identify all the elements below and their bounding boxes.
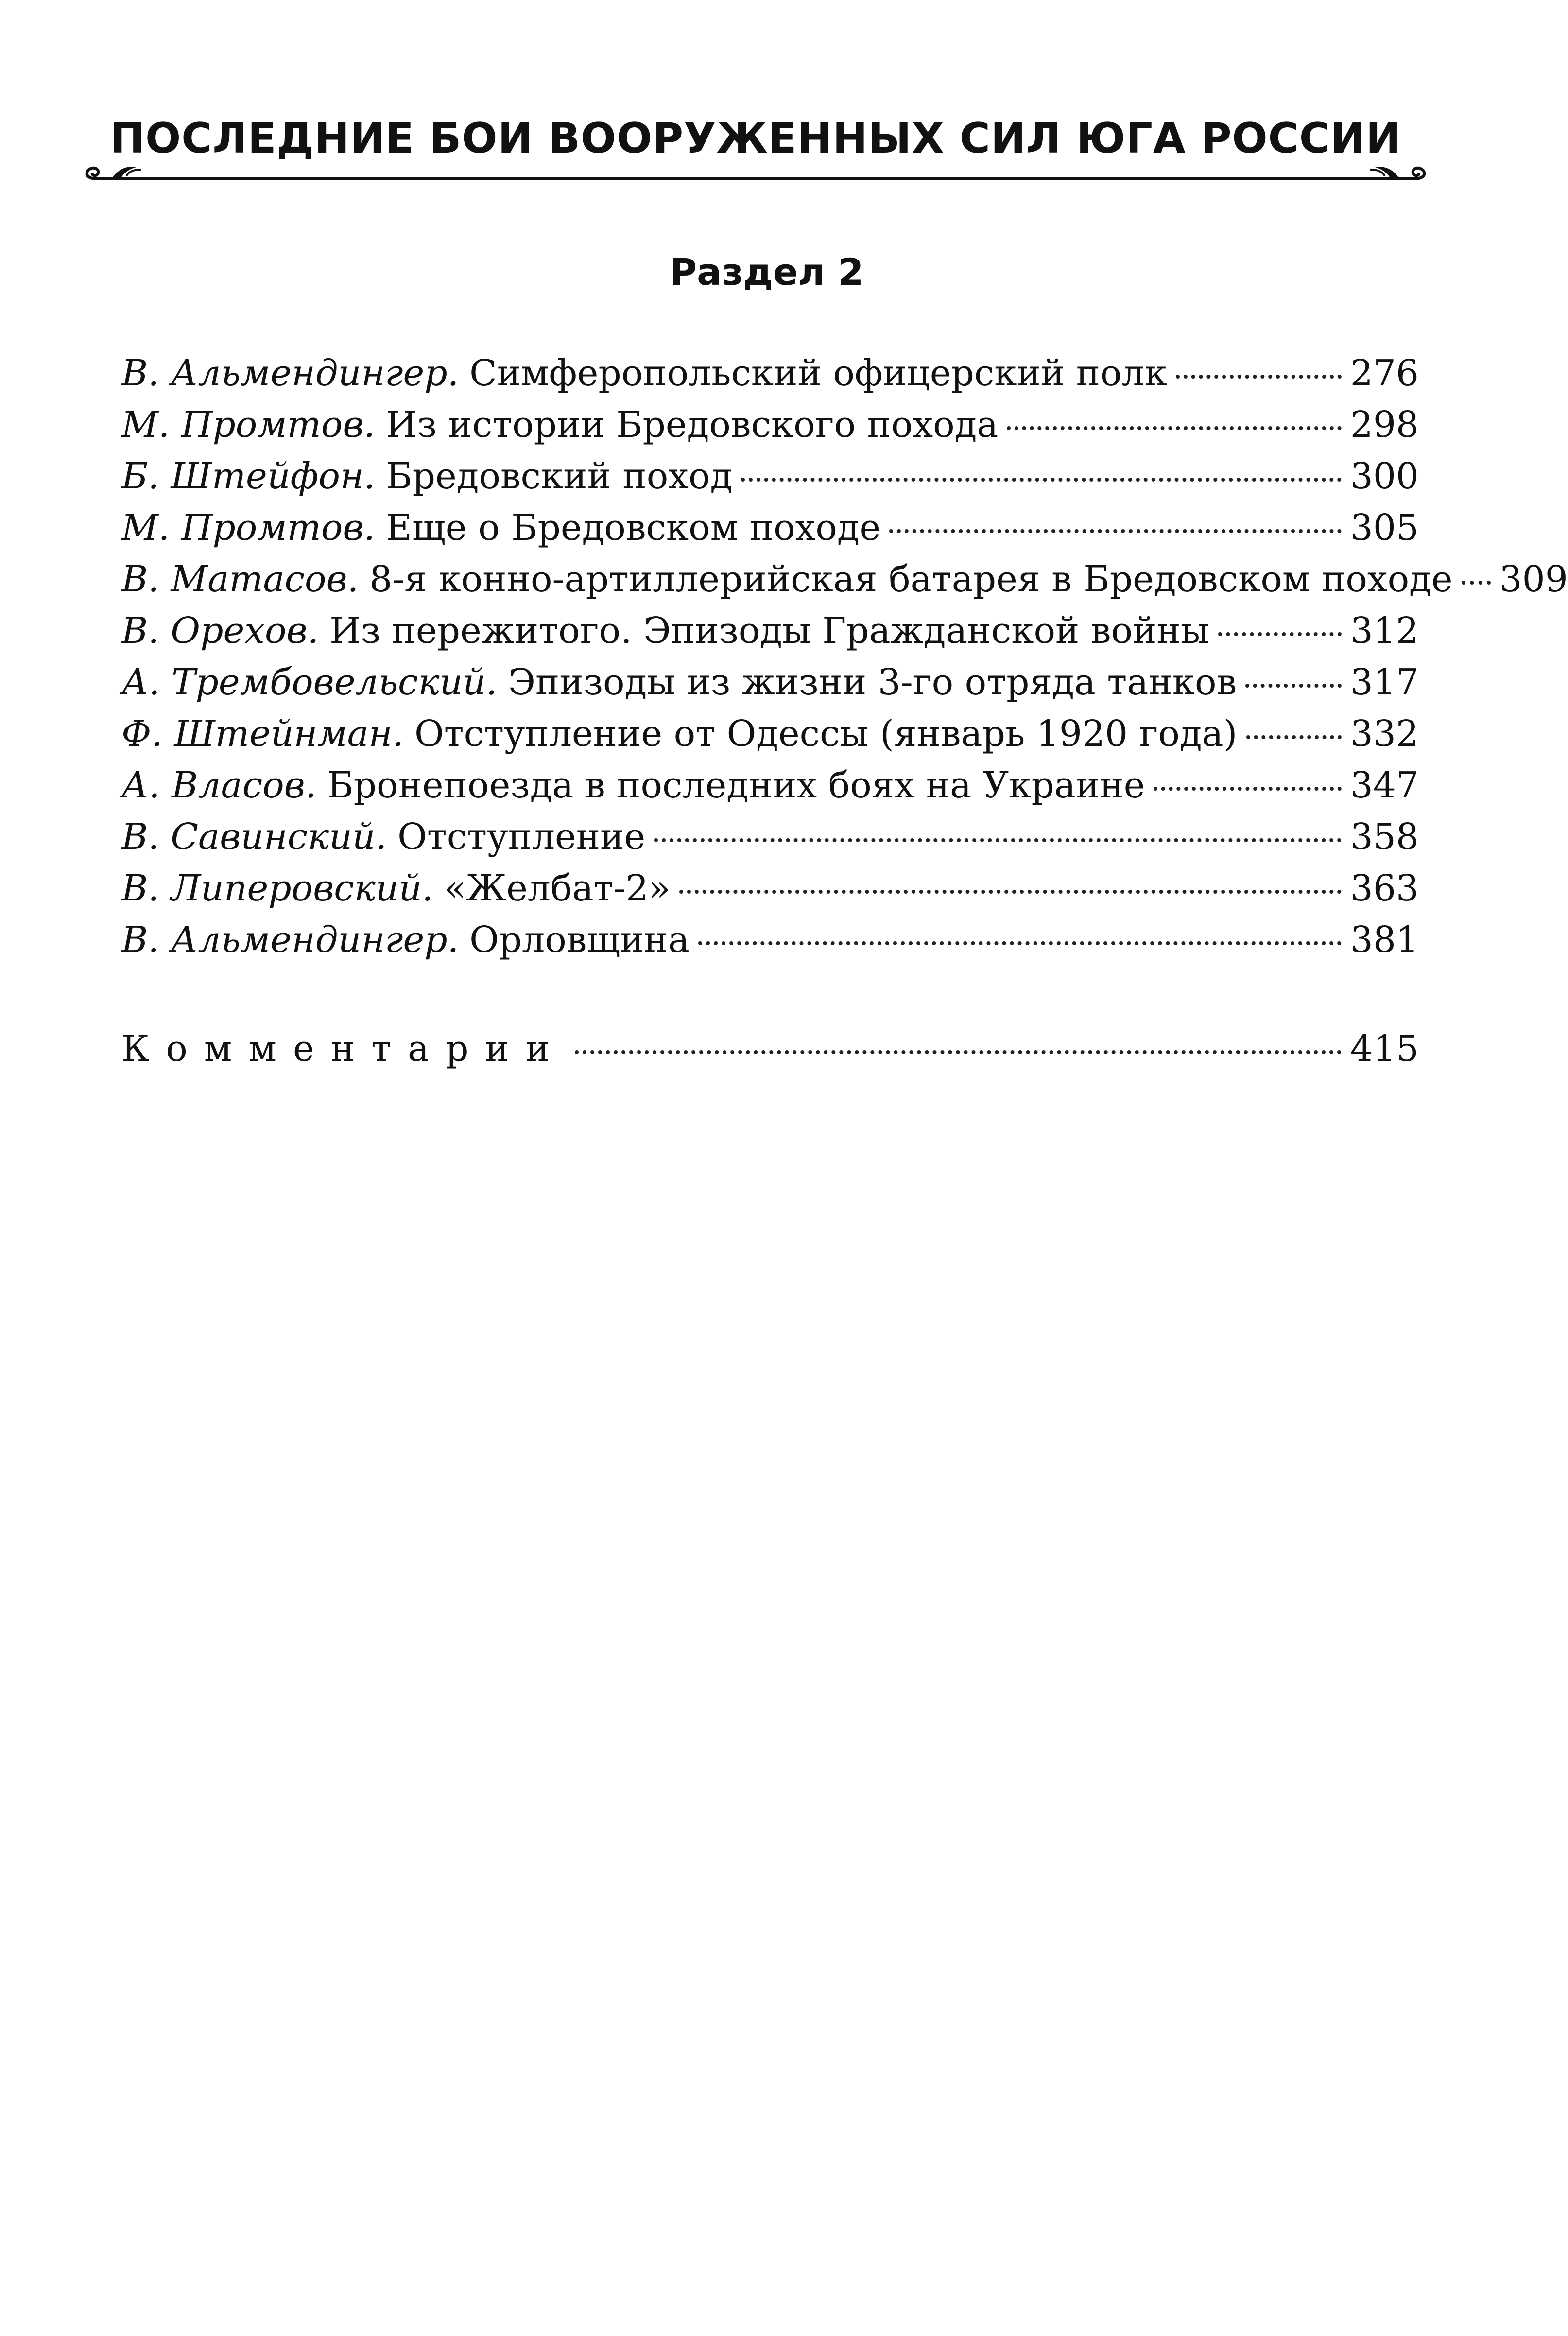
toc-entry[interactable] <box>121 863 1419 914</box>
toc-title: Отступление от Одессы (январь 1920 года) <box>414 713 1238 755</box>
toc-author: Б. Штейфон. <box>121 455 376 497</box>
toc-author: В. Альмендингер. <box>121 919 459 961</box>
toc-page-number: 358 <box>1350 816 1419 858</box>
toc-author: В. Савинский. <box>121 816 387 858</box>
toc-title: Симферопольский офицерский полк <box>469 352 1167 394</box>
dot-leader <box>1245 684 1342 688</box>
toc-entry[interactable] <box>121 347 1419 399</box>
toc-entry[interactable] <box>121 399 1419 450</box>
toc-author: Ф. Штейнман. <box>121 713 404 755</box>
dot-leader <box>679 890 1342 894</box>
dot-leader <box>1176 375 1342 379</box>
toc-title: Бронепоезда в последних боях на Украине <box>327 764 1145 806</box>
toc-entry[interactable] <box>121 708 1419 760</box>
dot-leader <box>1218 632 1342 636</box>
toc-entry[interactable] <box>121 914 1419 966</box>
toc-author: М. Промтов. <box>121 507 375 549</box>
toc-page-number: 312 <box>1350 610 1419 652</box>
toc-title: Орловщина <box>469 919 689 961</box>
toc-page-number: 309 <box>1499 558 1568 600</box>
toc-title: Из истории Бредовского похода <box>385 404 999 446</box>
toc-page-number: 332 <box>1350 713 1419 755</box>
running-head-rule <box>155 177 1356 180</box>
toc-title: Отступление <box>397 816 646 858</box>
comments-label: Комментарии <box>121 1028 567 1070</box>
toc-title: 8-я конно-артиллерийская батарея в Бредовском походе <box>369 558 1453 600</box>
toc-author: В. Альмендингер. <box>121 352 459 394</box>
toc-title: Бредовский поход <box>386 455 733 497</box>
dot-leader <box>1154 787 1341 791</box>
toc-title: «Желбат-2» <box>444 867 671 909</box>
toc-entry[interactable] <box>121 450 1419 502</box>
toc-page-number: 298 <box>1350 404 1419 446</box>
dot-leader <box>1462 581 1491 585</box>
dot-leader <box>575 1050 1342 1054</box>
dot-leader <box>741 478 1342 482</box>
toc-author: А. Трембовельский. <box>121 661 498 703</box>
toc-author: В. Орехов. <box>121 610 319 652</box>
right-flourish-icon <box>1356 146 1429 194</box>
dot-leader <box>1007 426 1341 430</box>
toc-title: Из пережитого. Эпизоды Гражданской войны <box>329 610 1209 652</box>
toc-title: Еще о Бредовском походе <box>385 507 881 549</box>
toc-entry[interactable] <box>121 605 1419 657</box>
toc-author: В. Матасов. <box>121 558 359 600</box>
dot-leader <box>889 529 1341 533</box>
toc-author: А. Власов. <box>121 764 317 806</box>
toc-entry[interactable] <box>121 657 1419 708</box>
toc-page-number: 305 <box>1350 507 1419 549</box>
toc-entry[interactable] <box>121 760 1419 811</box>
toc-author: М. Промтов. <box>121 404 375 446</box>
table-of-contents <box>121 347 1568 966</box>
toc-page-number: 317 <box>1350 661 1419 703</box>
running-head-title: ПОСЛЕДНИЕ БОИ ВООРУЖЕННЫХ СИЛ ЮГА РОССИИ <box>110 114 1401 163</box>
toc-entry[interactable] <box>121 502 1419 554</box>
toc-page-number: 381 <box>1350 919 1419 961</box>
toc-page-number: 300 <box>1350 455 1419 497</box>
toc-comments-entry[interactable] <box>121 1023 1419 1074</box>
toc-page-number: 415 <box>1350 1028 1419 1070</box>
toc-entry[interactable] <box>121 811 1419 863</box>
toc-page-number: 276 <box>1350 352 1419 394</box>
running-head <box>83 112 1429 194</box>
toc-entry[interactable] <box>121 554 1568 605</box>
dot-leader <box>654 838 1342 842</box>
toc-page-number: 363 <box>1350 867 1419 909</box>
section-title: Раздел 2 <box>670 250 864 294</box>
toc-title: Эпизоды из жизни 3-го отряда танков <box>508 661 1237 703</box>
toc-author: В. Липеровский. <box>121 867 433 909</box>
toc-page-number: 347 <box>1350 764 1419 806</box>
dot-leader <box>698 941 1342 945</box>
dot-leader <box>1246 735 1342 739</box>
